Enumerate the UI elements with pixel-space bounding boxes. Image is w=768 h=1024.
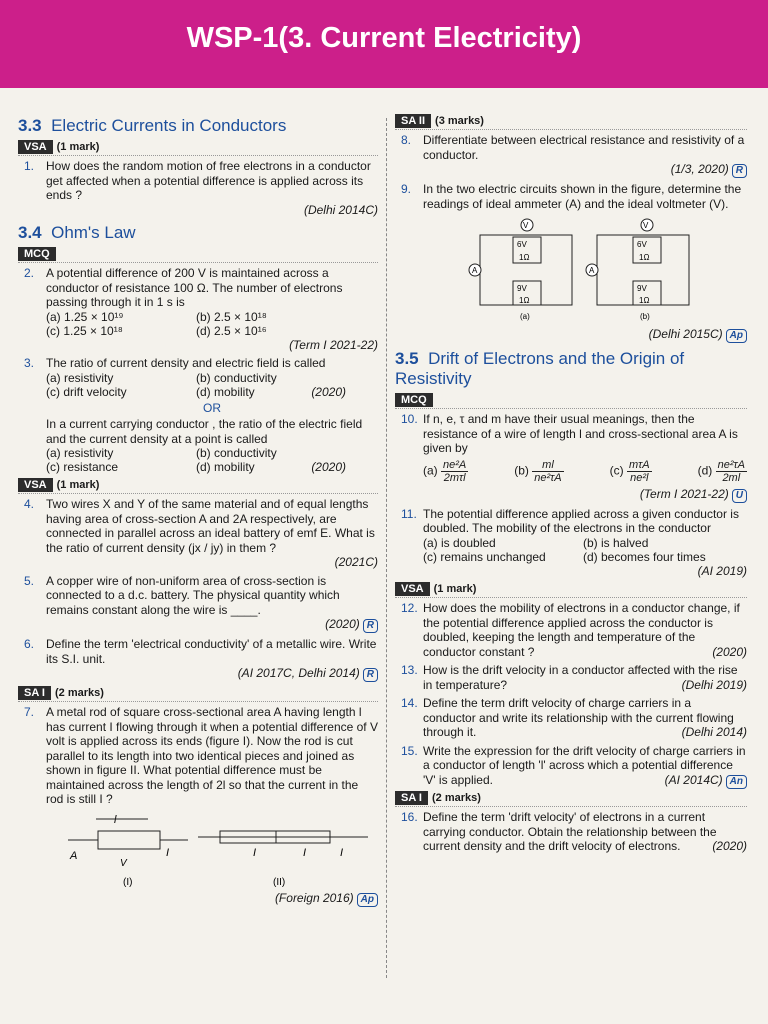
q10-options: (a) $\frac{\text{ne²A}}{\text{2mτl}}$ (b) $\frac{ml}{\text{ne²τA}}$ (c) $\frac{\text{mτA}}{\text{ne²l}}$ (d) $\frac{\text{ne²τA}}{2ml}$ [423, 458, 745, 484]
right-column [395, 110, 747, 858]
current-label-1: I [166, 846, 170, 859]
mcq-tag-row-2: MCQ [395, 393, 747, 409]
circuit-figure [395, 215, 747, 327]
current-label-3: I [303, 846, 307, 859]
question-14: 14. Define the term drift velocity of charge carriers in a conductor and write its relationship with the current flowing through it. (Delhi 2014) [401, 696, 747, 739]
question-15: 15. Write the expression for the drift velocity of charge carriers in a conductor of length 'l' across which a potential difference 'V' is applied. (AI 2014C) An [401, 743, 746, 787]
figure-caption-1: (I) [123, 876, 133, 888]
ammeter-a-label: A [472, 266, 478, 275]
current-label-4: I [340, 846, 344, 859]
question-8: 8. Differentiate between electrical resistance and resistivity of a conductor. (1/3, 2020) R [395, 133, 747, 178]
question-2: 2. A potential difference of 200 V is maintained across a conductor of resistance 100 Ω. The number of electrons passing through it in 1 s is (a) 1.25 × 10¹⁹ (b) 2.5 × 10¹⁸ (c) 1.25 × 10¹⁸ (d) 2.5 × 10¹⁶ (Term I 2021-22) [24, 266, 378, 352]
apply-badge: Ap [357, 893, 378, 907]
question-5: 5. A copper wire of non-uniform area of cross-section is connected to a d.c. battery. The physical quantity which remains constant along the wire is ____. (2020) R [18, 574, 378, 634]
analyse-badge: An [726, 775, 747, 789]
left-column [18, 110, 378, 907]
question-13: 13. How is the drift velocity in a conductor affected with the rise in temperature? (Delhi 2019) [401, 663, 747, 692]
vsa-tag-row-2: VSA (1 mark) [18, 478, 378, 494]
circuit-caption-b: (b) [640, 312, 650, 321]
vsa-tag-row: VSA (1 mark) [18, 140, 378, 156]
section-heading-3-4: 3.4 Ohm's Law [18, 223, 136, 242]
question-1: 1. How does the random motion of free electrons in a conductor get affected when a potential difference is applied across its ends ? (Delhi 2014C) [24, 159, 378, 217]
res-a2: 1Ω [519, 296, 530, 305]
remember-badge: R [363, 619, 378, 633]
current-label-2: I [253, 846, 257, 859]
voltage-label: V [120, 857, 127, 869]
question-12: 12. How does the mobility of electrons in a conductor change, if the potential difference applied across the conductor is doubled, keeping the length and temperature of the conductor constant ? (2020) [401, 601, 747, 659]
voltmeter-b-label: V [643, 221, 649, 230]
rod-length-label: l [114, 813, 117, 826]
mcq-tag-row: MCQ [18, 247, 378, 263]
sa1-tag-row: SA I (2 marks) [18, 686, 378, 702]
emf-a1: 6V [517, 240, 527, 249]
ammeter-b-label: A [589, 266, 595, 275]
question-4: 4. Two wires X and Y of the same material and of equal lengths having area of cross-section A and 2A respectively, are connected in parallel across an ideal battery of emf E. What is the ratio of current density (jx / jy) in them ? (2021C) [24, 497, 378, 569]
question-6: 6. Define the term 'electrical conductivity' of a metallic wire. Write its S.I. unit. (AI 2017C, Delhi 2014) R [24, 637, 377, 680]
understand-badge: U [732, 489, 747, 503]
question-3: 3. The ratio of current density and electric field is called (a) resistivity (b) conductivity (c) drift velocity (d) mobility (2020) OR In a current carrying conductor , the ratio of the electric field and the current density at a point is called (a) resistivity (b) conductivity (c) resistance (d) mobility (2020) [24, 356, 363, 474]
voltmeter-a-label: V [523, 221, 529, 230]
area-label: A [70, 849, 78, 862]
section-heading-3-5: 3.5 Drift of Electrons and the Origin of Resistivity [395, 349, 685, 388]
section-heading-3-3: 3.3 Electric Currents in Conductors [18, 116, 287, 135]
sa1-tag-row-2: SA I (2 marks) [395, 791, 747, 807]
header-banner [0, 0, 768, 88]
emf-b1: 6V [637, 240, 647, 249]
vsa-tag-row-3: VSA (1 mark) [395, 582, 747, 598]
question-10: 10. If n, e, τ and m have their usual meanings, then the resistance of a wire of length l and cross-sectional area A is given by (a) $\frac{\text{ne²A}}{\text{2mτl}}$ (b) $\frac{ml}{\text{ne²τA}}$ (c) $\frac{\text{mτA}}{\text{ne²l}}$ (d) $\frac{\text{ne²τA}}{2ml}$ (Term I 2021-22) U [395, 412, 747, 503]
remember-badge: R [732, 164, 747, 178]
figure-caption-2: (II) [273, 876, 286, 888]
question-7: 7. A metal rod of square cross-sectional area A having length l has current I flowing through it when a potential difference of V volt is applied across its ends (figure I). Now the rod is cut parallel to its length into two identical pieces and joined as shown in figure II. What potential difference must be maintained across the length of 2l so that the current in the rod is still I ? [24, 705, 378, 806]
sa2-tag-row: SA II (3 marks) [395, 114, 747, 130]
question-16: 16. Define the term 'drift velocity' of electrons in a current carrying conductor. Obtain the relationship between the current density and the drift velocity of electrons. (2020) [401, 810, 747, 853]
page-title: WSP-1(3. Current Electricity) [186, 22, 582, 54]
remember-badge: R [363, 668, 378, 682]
question-9: 9. In the two electric circuits shown in the figure, determine the readings of ideal ammeter (A) and the ideal voltmeter (V). [401, 182, 742, 211]
question-7-source: (Foreign 2016) Ap [18, 891, 378, 907]
res-b2: 1Ω [639, 296, 650, 305]
circuit-caption-a: (a) [520, 312, 530, 321]
emf-b2: 9V [637, 284, 647, 293]
res-b1: 1Ω [639, 253, 650, 262]
rod-figure [28, 811, 388, 891]
apply-badge: Ap [726, 329, 747, 343]
emf-a2: 9V [517, 284, 527, 293]
question-11: 11. The potential difference applied across a given conductor is doubled. The mobility of the electrons in the conductor (a) is doubled (b) is halved (c) remains unchanged (d) becomes four times (AI 2019) [401, 506, 747, 578]
question-9-source: (Delhi 2015C) Ap [395, 327, 747, 343]
res-a1: 1Ω [519, 253, 530, 262]
